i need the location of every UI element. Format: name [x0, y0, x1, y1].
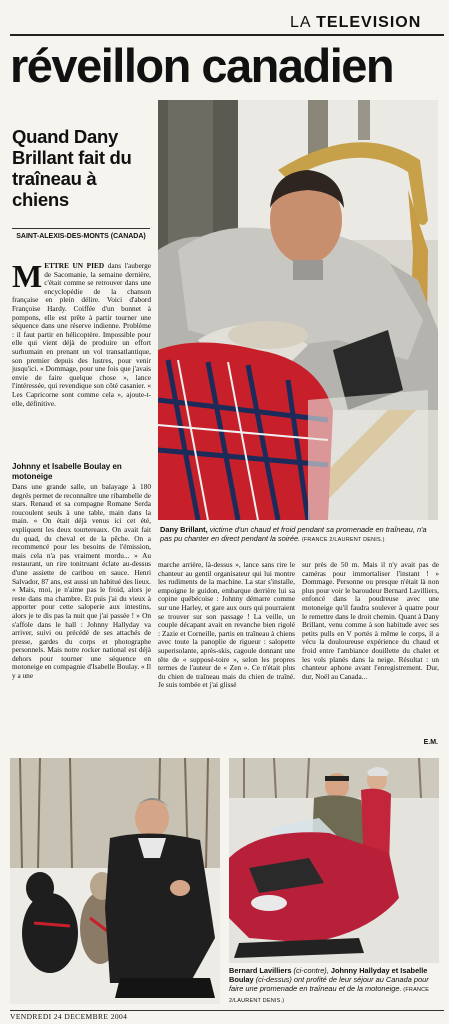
caption-br-text-2: (ci-dessus) ont profité de leur séjour au Canada pour faire une promenade en traîneau et de la motoneige. — [229, 975, 429, 993]
section-heading — [290, 14, 446, 34]
headline: réveillon canadien — [10, 39, 394, 92]
main-photo-illustration — [158, 100, 438, 520]
article-column-3: sur près de 50 m. Mais il n'y avait pas de caméras pour immortaliser l'instant ! » Dommage. Personne ou presque n'était là non plus pour voir le baroudeur Bernard Lavilliers, enfoncé dans la poudreuse avec une motoneige qu'il faudra soulever à quatre pour le remettre dans le droit chemin. Quant à Dany Brillant, venu comme à son habitude avec ses petits pulls en V portés à même le corps, il a vécu la douloureuse expérience du chaud et froid entre l'ambiance douillette du chalet et les vols planés dans la neige. Résultat : un chanteur aphone avant l'enregistrement. Dur, dur, Noël au Canada... — [302, 561, 439, 681]
bottom-photos-caption — [229, 966, 443, 1006]
bottom-left-photo — [10, 758, 220, 1004]
caption-main-credit: (FRANCE 2/LAURENT DENIS.) — [300, 537, 385, 543]
caption-br-name-2: Johnny Hallyday et Isabelle Boulay — [229, 966, 428, 984]
bottom-right-photo — [229, 758, 439, 963]
paragraph-1: dans l'auberge de Sacomanie, la semaine dernière, c'était comme se retrouver dans une encyclopédie de la chanson française en plein délire. Voici d'abord Françoise Hardy. Coiffée d'un bonnet à pompons, elle est prête à partir tourner une séquence dans une réserve indienne. Problème : il faut partir en hélicoptère. Impossible pour elle qui vient déjà de produire un effort surhumain en prenant un vol transatlantique, son premier depuis des lustres, pour venir jusqu'ici. « Dommage, pour une fois que j'avais envie de faire quelque chose », lance l'intéressée, qui revendique son côté casanier. « Les Capricorne sont comme cela », ajoute-t-elle, définitive. — [12, 262, 151, 408]
caption-br-text-1: (ci-contre), — [291, 966, 331, 975]
dateline-rule — [12, 228, 150, 229]
caption-main-text: victime d'un chaud et froid pendant sa promenade en traîneau, n'a pas pu chanter en direct pendant la soirée. — [160, 525, 427, 543]
caption-main-name: Dany Brillant, — [160, 525, 208, 534]
main-photo-caption — [160, 525, 440, 555]
main-photo — [158, 100, 438, 520]
lead-words: ETTRE UN PIED — [44, 262, 105, 270]
bottom-left-photo-illustration — [10, 758, 220, 1004]
article-column-1a — [12, 262, 151, 452]
top-rule — [10, 34, 444, 36]
drop-cap: M — [12, 262, 43, 294]
section-prefix: LA — [290, 14, 317, 31]
intertitle: Johnny et Isabelle Boulay en motoneige — [12, 462, 122, 481]
section-name: TELEVISION — [316, 14, 422, 31]
article-subhead: Quand Dany Brillant fait du traîneau à chiens — [12, 126, 132, 210]
bottom-rule — [10, 1010, 444, 1011]
bottom-right-photo-illustration — [229, 758, 439, 963]
paragraph-2: Dans une grande salle, un balayage à 180 degrés permet de reconnaître une ribambelle de stars. Renaud et sa compagne Romane Serda roucoulent seuls à une table, main dans la main. « On était déjà venus ici cet été, expliquent les deux tourtereaux. On avait fait du quad, du cheval et de la pêche. On a recommencé pour les besoins de l'émission, mais cela n'a pas vraiment mordu... » Au restaurant, un rire tonitruant éclate au-dessus d'une assiette de caribou en sauce. Henri Salvador, 87 ans, est aussi un habitué des lieux. « Mais, moi, je n'aime pas le froid, alors je reste dans ma chambre. Et puis j'ai du vieux à apporter pour cette saloperie aux intestins, alors je te dis pas la nuit que j'ai passée ! » On s'affole dans le hall : Johnny Hallyday va arriver, suivi ou précédé de ses attachés de presse, gardes du corps et photographe personnels. Mais notre rocker national est déjà dehors pour tourner une séquence en motoneige en compagnie d'Isabelle Boulay. « Il y a une — [12, 483, 151, 681]
author-signature: E.M. — [423, 739, 438, 746]
article-column-2: marche arrière, là-dessus », lance sans rire le chanteur au gentil organisateur qui lui montre les rudiments de la machine. La star s'installe, empoigne le guidon, embarque derrière lui sa copine québécoise : Johnny démarre comme sur une Harley, et gare aux ours qui pourraient se trouver sur son passage ! La veille, un couple décapant avait en revanche bien rigolé : Zazie et Corneille, partis en traîneau à chiens avec toute la panoplie de rigueur : salopette superisolante, après-skis, cagoule donnant une tête de « supposé-toire », selon les propres termes de l'auteur de « Zen ». Ce n'était plus du chien de traîneau mais du chien de traîné. Je suis tombée et j'ai glissé — [158, 561, 295, 690]
dateline: SAINT-ALEXIS-DES-MONTS (CANADA) — [16, 233, 146, 240]
caption-br-credit: (FRANCE 2/LAURENT DENIS.) — [229, 987, 430, 1004]
footer-date: VENDREDI 24 DECEMBRE 2004 — [10, 1012, 128, 1021]
caption-br-name-1: Bernard Lavilliers — [229, 966, 292, 975]
